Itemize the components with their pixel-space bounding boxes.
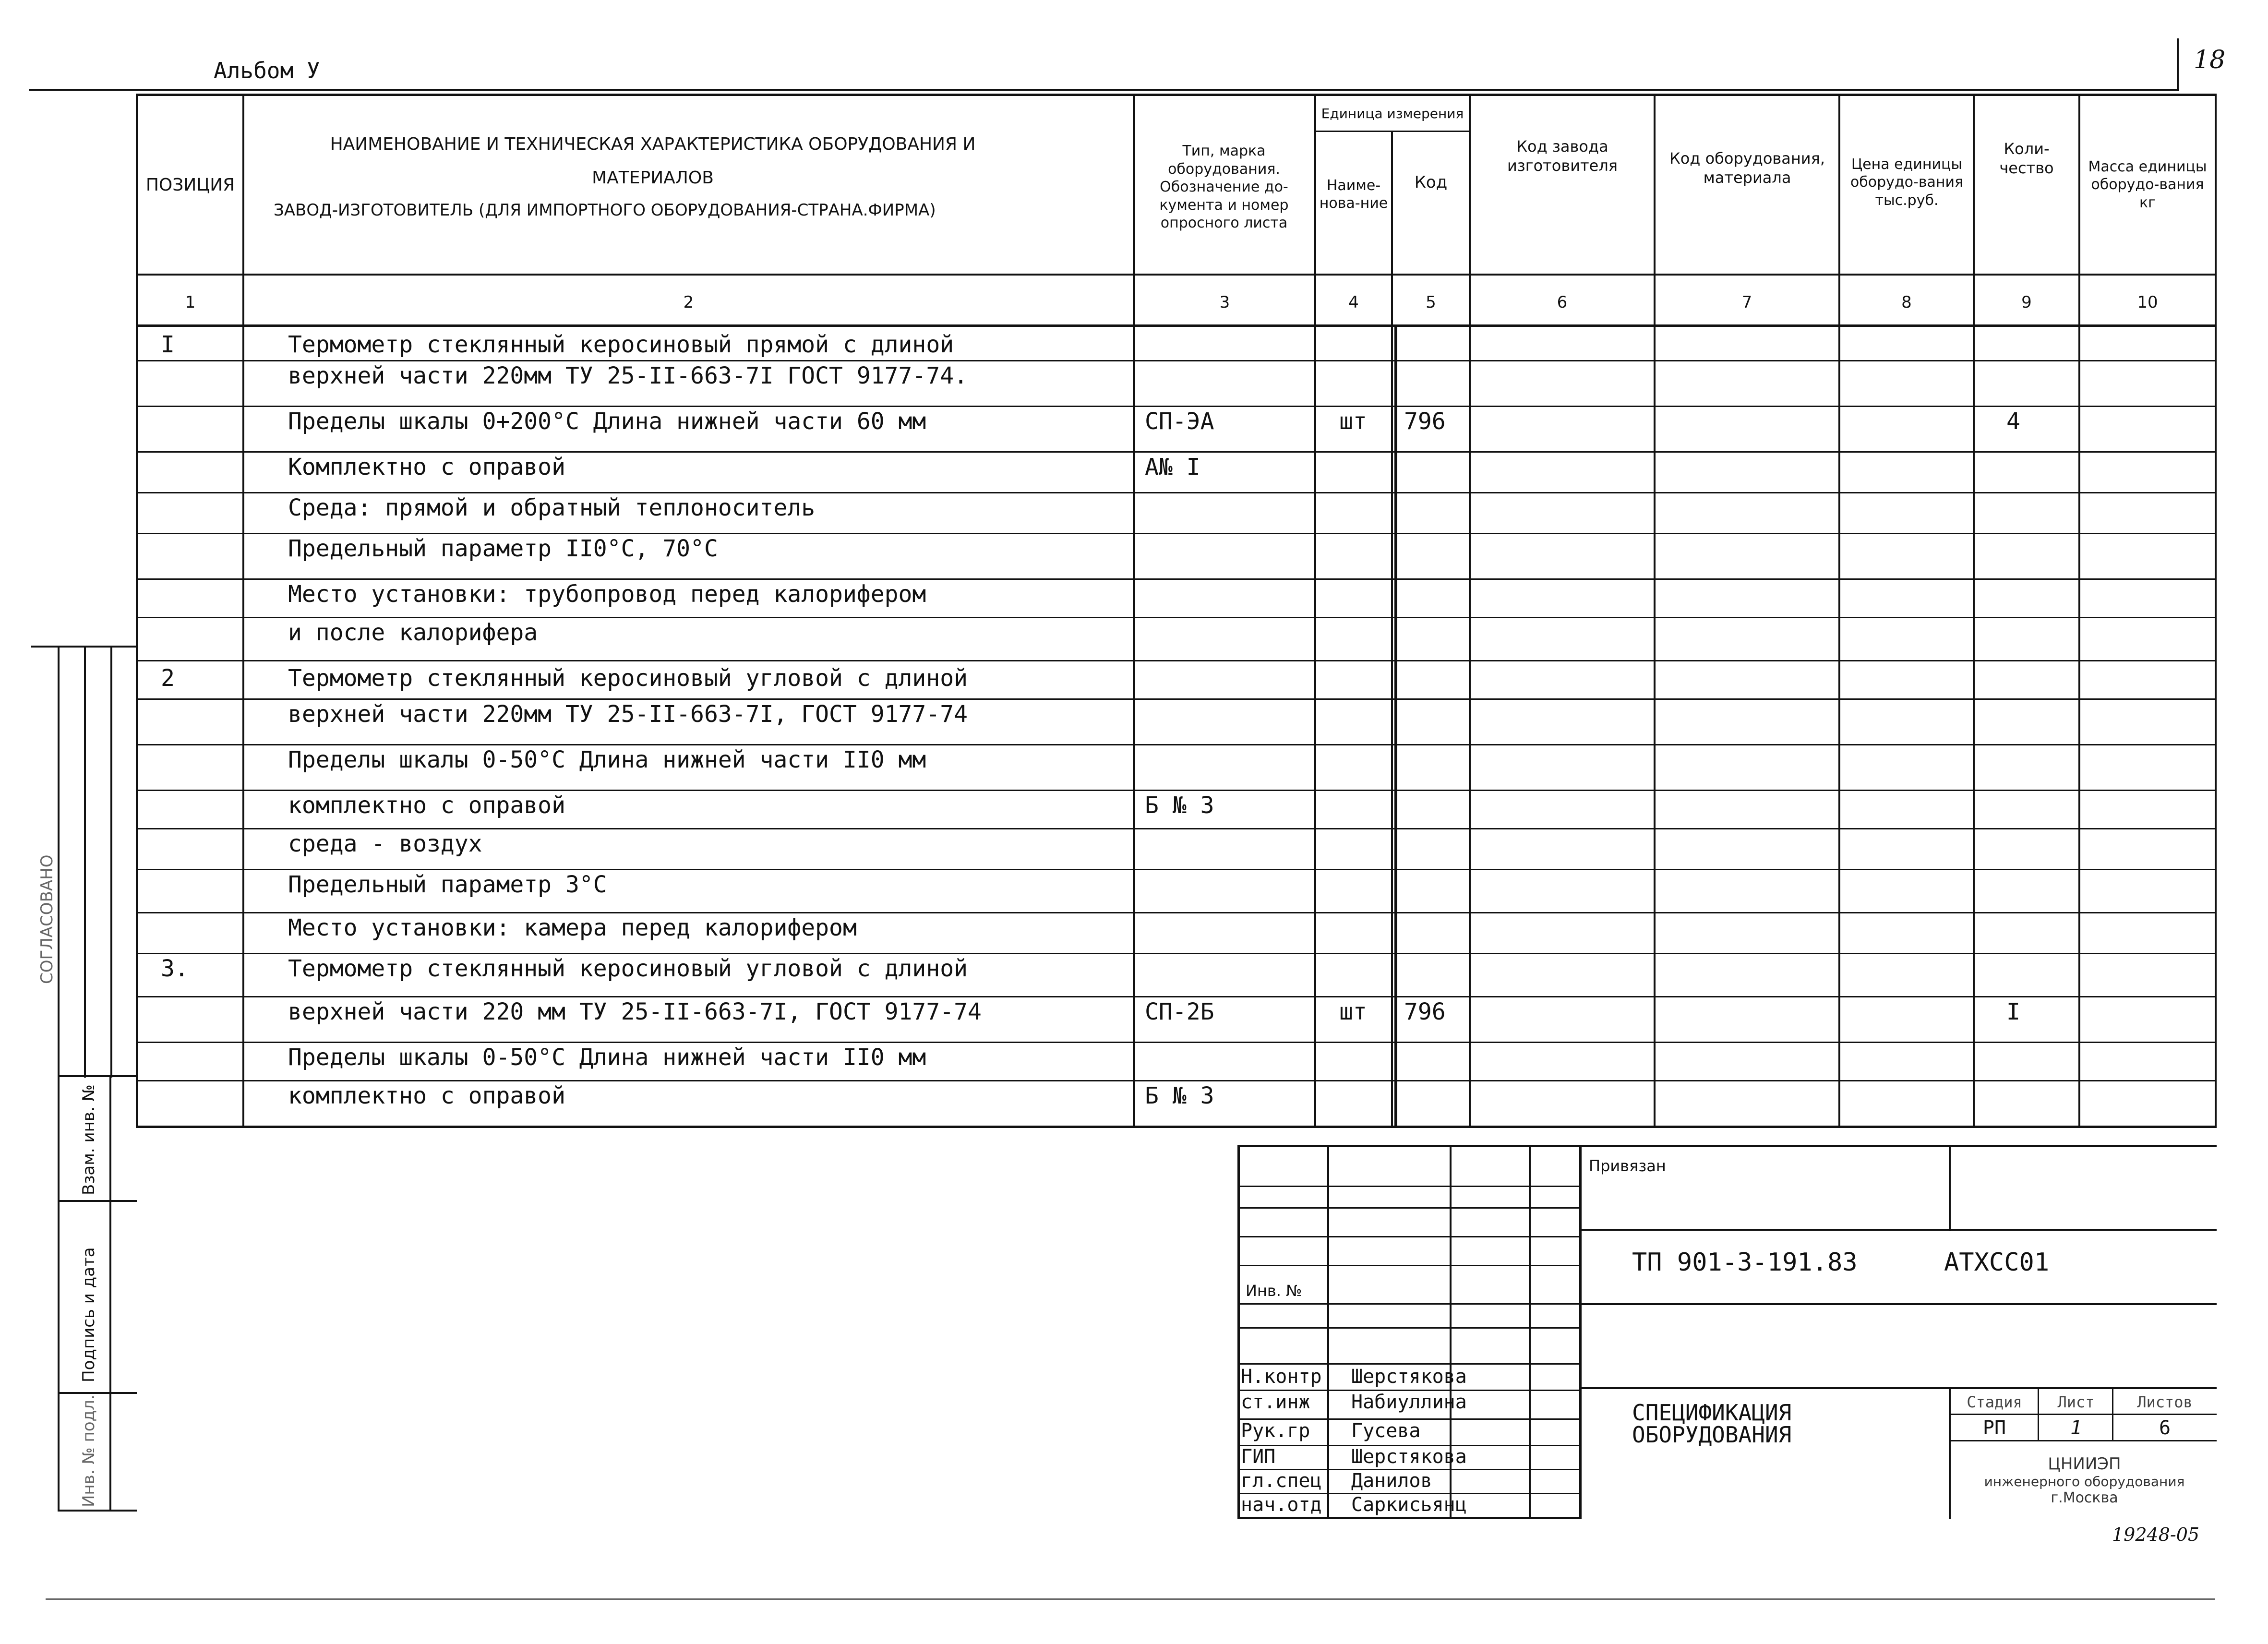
stamp-sheet-label: Лист xyxy=(2057,1393,2095,1411)
row-description: и после калорифера xyxy=(288,619,538,646)
signer-role: гл.спец xyxy=(1241,1470,1322,1492)
col-number: 2 xyxy=(683,293,694,312)
col-number: 3 xyxy=(1219,293,1230,312)
col-number: 7 xyxy=(1741,293,1752,312)
col-header-unit-group: Единица измерения xyxy=(1321,105,1464,121)
row-description: верхней части 220мм ТУ 25-II-663-7I ГОСТ 9177-74. xyxy=(288,362,968,389)
stamp-sheet: 1 xyxy=(2070,1417,2082,1439)
col-header-type: Тип, марка оборудования. Обозначение до-кумента и номер опросного листа xyxy=(1159,143,1289,232)
stamp-org-line1: ЦНИИЭП xyxy=(2048,1454,2121,1474)
row-description: Место установки: трубопровод перед калорифером xyxy=(288,581,926,608)
stamp-sheets: 6 xyxy=(2159,1417,2171,1439)
row-description: Место установки: камера перед калорифером xyxy=(288,914,857,941)
row-description: комплектно с оправой xyxy=(288,792,565,819)
col-number: 8 xyxy=(1901,293,1912,312)
row-type: СП-ЭА xyxy=(1145,408,1214,435)
stamp-stage: РП xyxy=(1982,1417,2006,1439)
col-header-name-line3: ЗАВОД-ИЗГОТОВИТЕЛЬ (ДЛЯ ИМПОРТНОГО ОБОРУДОВАНИЯ-СТРАНА.ФИРМА) xyxy=(274,201,936,220)
album-label: Альбом У xyxy=(214,58,320,84)
stamp-org-line3: г.Москва xyxy=(2051,1489,2118,1506)
col-header-factory-code: Код завода изготовителя xyxy=(1507,137,1618,175)
sheet-number: 18 xyxy=(2194,46,2226,74)
row-type: А№ I xyxy=(1145,454,1200,480)
row-description: Пределы шкалы 0-50°С Длина нижней части II0 мм xyxy=(288,1044,926,1071)
row-description: Предельный параметр 3°С xyxy=(288,871,607,898)
col-number: 4 xyxy=(1348,293,1359,312)
row-description: верхней части 220 мм ТУ 25-II-663-7I, ГОСТ 9177-74 xyxy=(288,998,982,1025)
row-description: Среда: прямой и обратный теплоноситель xyxy=(288,494,816,521)
stamp-org xyxy=(1954,1454,2215,1506)
col-number: 1 xyxy=(185,293,196,312)
row-description: Предельный параметр II0°С, 70°С xyxy=(288,535,718,562)
col-header-price: Цена единицы оборудо-вания тыс.руб. xyxy=(1850,156,1964,209)
order-number: 19248-05 xyxy=(2112,1524,2200,1545)
col-number: 6 xyxy=(1557,293,1568,312)
stamp-title: СПЕЦИФИКАЦИЯ ОБОРУДОВАНИЯ xyxy=(1632,1400,1792,1448)
signer-role: нач.отд xyxy=(1241,1494,1322,1516)
signer-name: Шерстякова xyxy=(1351,1366,1467,1388)
stamp-stage-label: Стадия xyxy=(1967,1393,2022,1411)
row-description: Термометр стеклянный керосиновый прямой с длиной xyxy=(288,331,954,358)
signer-name: Набиуллина xyxy=(1351,1391,1467,1413)
row-type: Б № 3 xyxy=(1145,792,1214,819)
row-unit: шт xyxy=(1339,408,1367,435)
stamp-org-line2: инженерного оборудования xyxy=(1984,1474,2185,1489)
stamp-doc-code: АТХСС01 xyxy=(1944,1248,2050,1277)
row-description: верхней части 220мм ТУ 25-II-663-7I, ГОСТ 9177-74 xyxy=(288,701,968,728)
row-type: СП-2Б xyxy=(1145,998,1214,1025)
row-quantity: I xyxy=(2006,998,2020,1025)
row-description: Комплектно с оправой xyxy=(288,454,565,480)
col-header-equipment-code: Код оборудования, материала xyxy=(1669,149,1825,187)
side-label-inv-replace: Взам. инв. № xyxy=(79,1084,98,1195)
col-number: 9 xyxy=(2021,293,2032,312)
row-position: 2 xyxy=(161,665,175,692)
row-description: Термометр стеклянный керосиновый угловой с длиной xyxy=(288,665,968,692)
side-label-inv-orig: Инв. № подл. xyxy=(79,1394,98,1507)
row-type: Б № 3 xyxy=(1145,1082,1214,1109)
row-description: Термометр стеклянный керосиновый угловой с длиной xyxy=(288,955,968,982)
row-position: I xyxy=(161,331,175,358)
signer-role: Н.контр xyxy=(1241,1366,1322,1388)
stamp-inv-label: Инв. № xyxy=(1246,1282,1302,1300)
row-unit: шт xyxy=(1339,998,1367,1025)
row-description: среда - воздух xyxy=(288,830,482,857)
signer-name: Саркисьянц xyxy=(1351,1494,1467,1516)
col-header-quantity: Коли-чество xyxy=(1999,140,2054,177)
signer-name: Шерстякова xyxy=(1351,1446,1467,1468)
col-header-name-line1: НАИМЕНОВАНИЕ И ТЕХНИЧЕСКАЯ ХАРАКТЕРИСТИКА ОБОРУДОВАНИЯ И xyxy=(330,134,976,154)
row-description: Пределы шкалы 0+200°С Длина нижней части 60 мм xyxy=(288,408,926,435)
signer-role: ГИП xyxy=(1241,1446,1276,1468)
col-header-unit-name: Наиме-нова-ние xyxy=(1319,177,1388,212)
row-description: комплектно с оправой xyxy=(288,1082,565,1109)
stamp-bound-label: Привязан xyxy=(1589,1157,1666,1175)
col-header-mass: Масса единицы оборудо-вания кг xyxy=(2088,158,2207,211)
row-position: 3. xyxy=(161,955,189,982)
signer-role: ст.инж xyxy=(1241,1391,1310,1413)
stamp-project-code: ТП 901-3-191.83 xyxy=(1632,1248,1858,1277)
col-header-position: ПОЗИЦИЯ xyxy=(145,175,235,195)
col-number: 10 xyxy=(2137,293,2158,312)
stamp-sheets-label: Листов xyxy=(2137,1393,2193,1411)
row-description: Пределы шкалы 0-50°С Длина нижней части II0 мм xyxy=(288,746,926,773)
col-header-name xyxy=(245,96,1133,274)
row-quantity: 4 xyxy=(2006,408,2020,435)
col-number: 5 xyxy=(1426,293,1436,312)
signer-name: Данилов xyxy=(1351,1470,1432,1492)
row-unit-code: 796 xyxy=(1404,998,1446,1025)
col-header-name-line2: МАТЕРИАЛОВ xyxy=(592,168,714,188)
side-label-agreed: СОГЛАСОВАНО xyxy=(37,854,57,984)
side-label-sign-date: Подпись и дата xyxy=(79,1247,98,1382)
row-unit-code: 796 xyxy=(1404,408,1446,435)
col-header-unit-code: Код xyxy=(1414,172,1448,192)
signer-role: Рук.гр xyxy=(1241,1420,1310,1442)
signer-name: Гусева xyxy=(1351,1420,1421,1442)
